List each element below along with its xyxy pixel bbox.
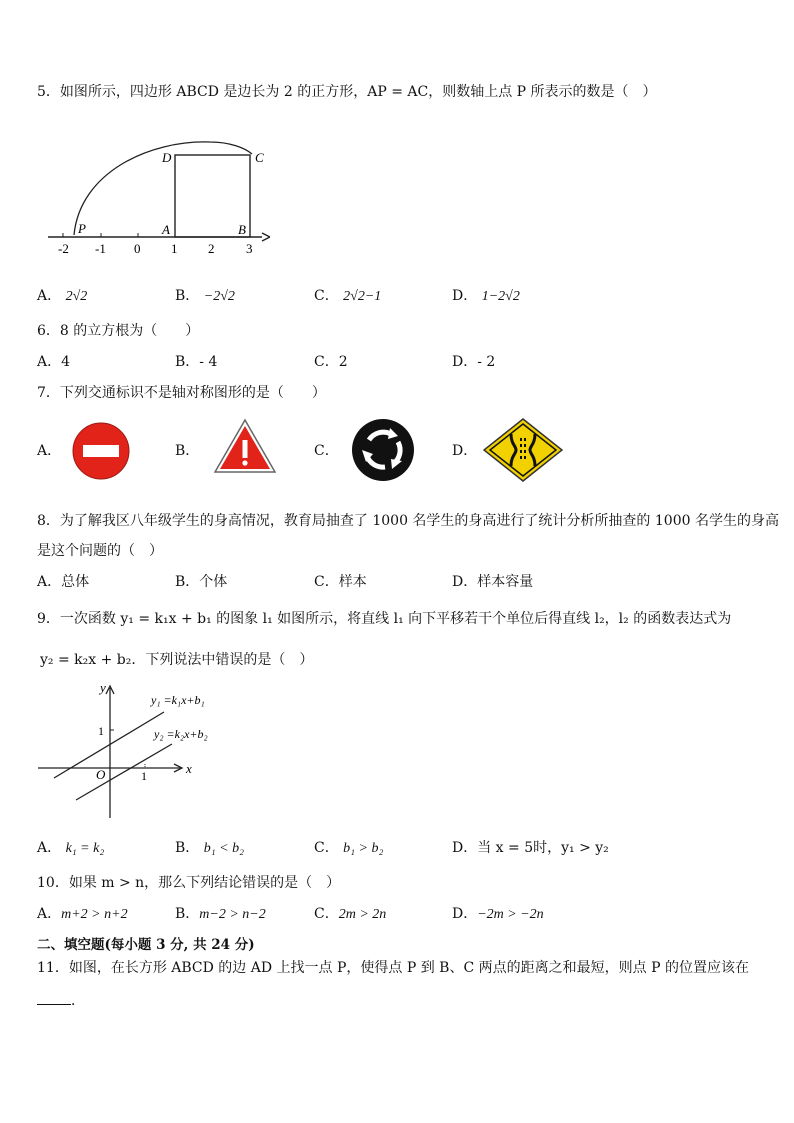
- q5-label-a: A: [162, 222, 170, 237]
- q5-tick-2: 2: [208, 241, 215, 256]
- q9-option-d[interactable]: D．当 x = 5时，y₁ > y₂: [452, 840, 609, 856]
- q7-option-d-letter[interactable]: D．: [452, 443, 478, 459]
- q9-stem-line1: 9．一次函数 y₁ = k₁x + b₁ 的图象 l₁ 如图所示，将直线 l₁ 向下平移若干个单位后得直线 l₂，l₂ 的函数表达式为: [37, 611, 732, 627]
- q5-stem: 5．如图所示，四边形 ABCD 是边长为 2 的正方形，AP = AC，则数轴上点 P 所表示的数是（ ）: [37, 84, 657, 100]
- q5-tick--1: -1: [95, 241, 106, 256]
- q8-stem-line1: 8．为了解我区八年级学生的身高情况，教育局抽查了 1000 名学生的身高进行了统计分析所抽查的 1000 名学生的身高: [37, 513, 779, 529]
- q6-option-d[interactable]: D．- 2: [452, 354, 496, 370]
- q10-option-c[interactable]: C．2m > 2n: [314, 906, 387, 922]
- q9-option-c[interactable]: C． b₁ > b₂: [314, 840, 384, 856]
- q5-tick-1: 1: [171, 241, 178, 256]
- q5-tick-3: 3: [246, 241, 253, 256]
- q6-option-a[interactable]: A．4: [37, 354, 71, 370]
- q9-option-a[interactable]: A． k₁ = k₂: [37, 840, 105, 856]
- q5-label-b: B: [238, 222, 246, 237]
- q5-option-c[interactable]: C． 2√2−1: [314, 288, 382, 304]
- q10-stem: 10．如果 m > n，那么下列结论错误的是（ ）: [37, 875, 341, 891]
- q5-tick--2: -2: [58, 241, 69, 256]
- q10-option-b[interactable]: B．m−2 > n−2: [175, 906, 266, 922]
- narrow-road-sign-icon[interactable]: [483, 418, 563, 482]
- q9-y-tick-label: 1: [98, 724, 104, 738]
- q5-option-b[interactable]: B． −2√2: [175, 288, 235, 304]
- q9-x-label: x: [186, 761, 192, 776]
- q9-origin-label: O: [96, 767, 106, 782]
- q5-label-d: D: [162, 150, 172, 165]
- q7-stem: 7．下列交通标识不是轴对称图形的是（ ）: [37, 385, 326, 401]
- q11-stem: 11．如图，在长方形 ABCD 的边 AD 上找一点 P，使得点 P 到 B、C 两点的距离之和最短，则点 P 的位置应该在: [37, 960, 749, 976]
- q6-option-c[interactable]: C．2: [314, 354, 348, 370]
- q9-y-label: y: [100, 680, 106, 695]
- q9-line-2: [76, 744, 172, 800]
- q5-label-p: P: [78, 221, 86, 236]
- roundabout-sign-icon[interactable]: [351, 418, 415, 482]
- q11-answer-line: [37, 990, 85, 1010]
- section-2-title: 二、填空题(每小题 3 分, 共 24 分): [37, 937, 255, 953]
- q11-blank[interactable]: [37, 992, 71, 1005]
- q7-option-a-letter[interactable]: A．: [37, 443, 62, 459]
- q8-option-b[interactable]: B．个体: [175, 574, 228, 590]
- q11-end: ．: [71, 993, 85, 1009]
- q9-option-b[interactable]: B． b₁ < b₂: [175, 840, 244, 856]
- q10-option-a[interactable]: A．m+2 > n+2: [37, 906, 128, 922]
- q8-option-d[interactable]: D．样本容量: [452, 574, 534, 590]
- q8-option-a[interactable]: A．总体: [37, 574, 90, 590]
- q5-number-line-figure: [40, 132, 270, 258]
- q6-option-b[interactable]: B．- 4: [175, 354, 218, 370]
- q9-x-tick-label: 1: [141, 769, 147, 783]
- q7-option-b-letter[interactable]: B．: [175, 443, 200, 459]
- q9-line2-label: y₂ =k₂x+b₂: [154, 727, 208, 741]
- warning-triangle-sign-icon[interactable]: [213, 418, 277, 474]
- q8-option-c[interactable]: C．样本: [314, 574, 367, 590]
- q9-stem-line2: y₂ = k₂x + b₂．下列说法中错误的是（ ）: [40, 652, 314, 668]
- q9-line1-label: y₁ =k₁x+b₁: [151, 693, 205, 707]
- q8-stem-line2: 是这个问题的（ ）: [37, 543, 163, 559]
- q5-label-c: C: [255, 150, 264, 165]
- q10-option-d[interactable]: D．−2m > −2n: [452, 906, 544, 922]
- q7-option-c-letter[interactable]: C．: [314, 443, 339, 459]
- q6-stem: 6．8 的立方根为（ ）: [37, 323, 200, 339]
- q5-tick-0: 0: [134, 241, 141, 256]
- q5-axis-arrow: [262, 233, 270, 241]
- no-entry-sign-icon[interactable]: [71, 421, 131, 481]
- q9-graph-figure: [36, 680, 236, 820]
- q5-option-a[interactable]: A． 2√2: [37, 288, 88, 304]
- q5-option-d[interactable]: D． 1−2√2: [452, 288, 520, 304]
